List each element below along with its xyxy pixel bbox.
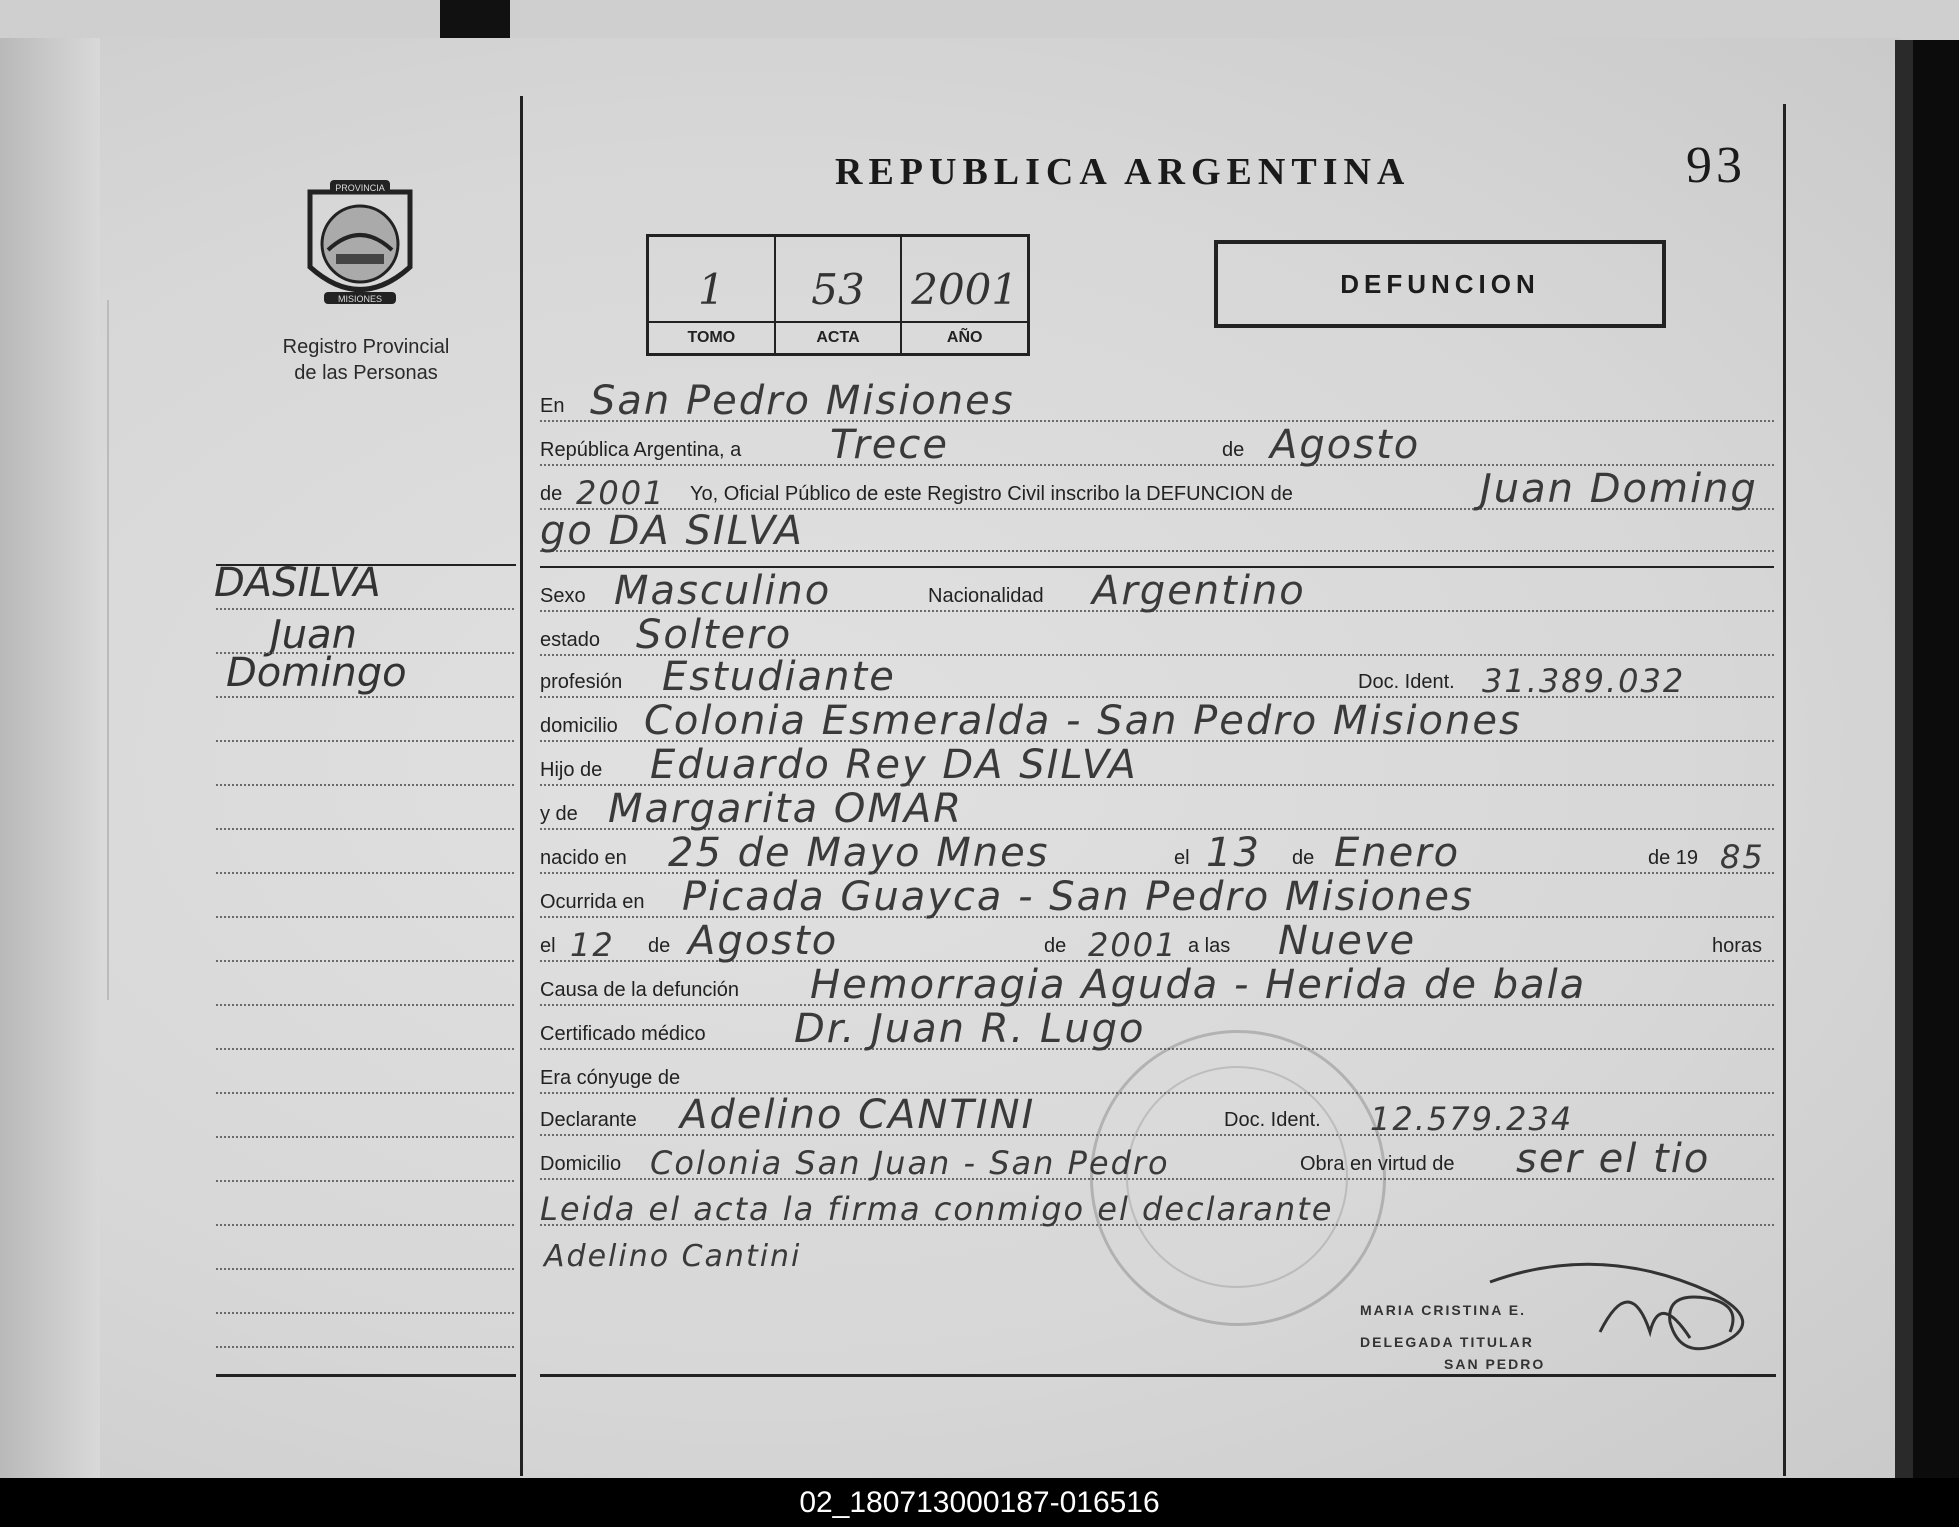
page-number: 93 bbox=[1686, 137, 1746, 194]
ano-label: AÑO bbox=[902, 321, 1027, 353]
causa-label: Causa de la defunción bbox=[540, 979, 740, 1001]
row-certificado bbox=[540, 1006, 1774, 1054]
margin-dotline bbox=[216, 1224, 514, 1226]
deceased-name: Juan Doming bbox=[1480, 466, 1758, 512]
row-hijo-de bbox=[540, 742, 1774, 790]
nacido-label: nacido en bbox=[540, 847, 627, 869]
horas-label: horas bbox=[1712, 935, 1763, 957]
row-domicilio bbox=[540, 698, 1774, 746]
nacionalidad-label: Nacionalidad bbox=[928, 585, 1044, 607]
sexo-value: Masculino bbox=[614, 568, 832, 614]
acta-cell bbox=[776, 237, 903, 353]
registry-line-2: de las Personas bbox=[294, 362, 438, 384]
form-bottom-rule bbox=[540, 1374, 1776, 1377]
record-type-box: DEFUNCION bbox=[1214, 240, 1666, 328]
estado-value: Soltero bbox=[636, 612, 793, 658]
row-sexo bbox=[540, 568, 1774, 616]
declarante-doc-label: Doc. Ident. bbox=[1224, 1109, 1321, 1131]
en-label: En bbox=[540, 395, 565, 417]
mother-name: Margarita OMAR bbox=[608, 786, 963, 832]
fecha-day: Trece bbox=[830, 422, 949, 468]
birth-year: 85 bbox=[1720, 838, 1765, 876]
domicilio-label: domicilio bbox=[540, 715, 618, 737]
ano-value: 2001 bbox=[911, 265, 1019, 314]
certificado-label: Certificado médico bbox=[540, 1023, 706, 1045]
death-de-label: de bbox=[648, 935, 671, 957]
row-profesion bbox=[540, 654, 1774, 702]
acta-label: ACTA bbox=[776, 321, 901, 353]
domicilio2-label: Domicilio bbox=[540, 1153, 622, 1175]
ano-cell bbox=[902, 237, 1027, 353]
death-year-label: de bbox=[1044, 935, 1067, 957]
book-spine bbox=[0, 38, 100, 1478]
en-value: San Pedro Misiones bbox=[590, 378, 1015, 424]
margin-dotline bbox=[216, 872, 514, 874]
province-seal-icon bbox=[296, 172, 424, 312]
doctor-name: Dr. Juan R. Lugo bbox=[794, 1006, 1146, 1052]
inscripcion-year: 2001 bbox=[576, 474, 666, 512]
birth-year-prefix: de 19 bbox=[1648, 847, 1699, 869]
obra-label: Obra en virtud de bbox=[1300, 1153, 1455, 1175]
deceased-name-cont: go DA SILVA bbox=[540, 508, 805, 554]
hijo-de-label: Hijo de bbox=[540, 759, 603, 781]
fecha-de-label: de bbox=[1222, 439, 1245, 461]
birth-month: Enero bbox=[1334, 830, 1461, 876]
sexo-label: Sexo bbox=[540, 585, 586, 607]
death-year: 2001 bbox=[1088, 926, 1178, 964]
tomo-cell bbox=[649, 237, 776, 353]
act-number-boxes bbox=[646, 234, 1030, 356]
fecha-label: República Argentina, a bbox=[540, 439, 742, 461]
declarant-name: Adelino CANTINI bbox=[680, 1092, 1036, 1138]
row-nacido bbox=[540, 830, 1774, 878]
margin-dotline bbox=[216, 1004, 514, 1006]
margin-dotline bbox=[216, 740, 514, 742]
a-las-label: a las bbox=[1188, 935, 1231, 957]
registry-name bbox=[236, 334, 496, 386]
declarante-label: Declarante bbox=[540, 1109, 637, 1131]
margin-dotline bbox=[216, 1268, 514, 1270]
birth-day: 13 bbox=[1206, 830, 1261, 876]
doc-ident-label: Doc. Ident. bbox=[1358, 671, 1455, 693]
margin-dotline bbox=[216, 1346, 514, 1348]
margin-dotline bbox=[216, 652, 514, 654]
fold-shadow bbox=[107, 300, 109, 1000]
reading-note: Leida el acta la firma conmigo el declarante bbox=[540, 1190, 1334, 1228]
declarant-address: Colonia San Juan - San Pedro bbox=[650, 1144, 1170, 1182]
domicilio-value: Colonia Esmeralda - San Pedro Misiones bbox=[644, 698, 1522, 744]
fecha-month: Agosto bbox=[1270, 422, 1421, 468]
page-edge bbox=[1895, 40, 1913, 1480]
death-place: Picada Guayca - San Pedro Misiones bbox=[682, 874, 1474, 920]
acta-value: 53 bbox=[811, 265, 865, 314]
death-el-label: el bbox=[540, 935, 556, 957]
margin-bottom-rule bbox=[216, 1374, 516, 1377]
margin-dotline bbox=[216, 828, 514, 830]
declarant-doc: 12.579.234 bbox=[1370, 1100, 1574, 1138]
y-de-label: y de bbox=[540, 803, 578, 825]
inscripcion-text: Yo, Oficial Público de este Registro Civil inscribo la DEFUNCION de bbox=[690, 483, 1293, 505]
row-inscripcion-cont bbox=[540, 508, 1774, 556]
margin-dotline bbox=[216, 1180, 514, 1182]
book-top-edge bbox=[0, 0, 1959, 40]
stamp-line-2: DELEGADA TITULAR bbox=[1360, 1334, 1534, 1350]
estado-label: estado bbox=[540, 629, 601, 651]
relationship: ser el tio bbox=[1516, 1136, 1711, 1182]
margin-given-2: Domingo bbox=[226, 650, 407, 696]
row-fecha-defuncion bbox=[540, 918, 1774, 966]
margin-dotline bbox=[216, 1136, 514, 1138]
column-divider-right bbox=[1783, 104, 1786, 1476]
nacionalidad-value: Argentino bbox=[1092, 568, 1306, 614]
margin-dotline bbox=[216, 608, 514, 610]
registry-line-1: Registro Provincial bbox=[282, 336, 450, 358]
stamp-line-1: MARIA CRISTINA E. bbox=[1360, 1302, 1526, 1318]
stamp-line-3: SAN PEDRO bbox=[1444, 1356, 1546, 1372]
seal-bottom-text: MISIONES bbox=[337, 294, 383, 304]
seal-top-text: PROVINCIA bbox=[335, 183, 385, 193]
profesion-value: Estudiante bbox=[662, 654, 896, 700]
cause-of-death: Hemorragia Aguda - Herida de bala bbox=[810, 962, 1587, 1008]
margin-dotline bbox=[216, 1048, 514, 1050]
row-ocurrida bbox=[540, 874, 1774, 922]
official-round-stamp-inner bbox=[1126, 1066, 1348, 1288]
nacido-el-label: el bbox=[1174, 847, 1190, 869]
margin-dotline bbox=[216, 960, 514, 962]
column-divider-left bbox=[520, 96, 523, 1476]
margin-dotline bbox=[216, 1312, 514, 1314]
tomo-value: 1 bbox=[697, 265, 725, 314]
row-causa bbox=[540, 962, 1774, 1010]
profesion-label: profesión bbox=[540, 671, 623, 693]
death-hour: Nueve bbox=[1278, 918, 1417, 964]
father-name: Eduardo Rey DA SILVA bbox=[650, 742, 1138, 788]
tomo-label: TOMO bbox=[649, 321, 774, 353]
conyuge-label: Era cónyuge de bbox=[540, 1067, 681, 1089]
death-month: Agosto bbox=[688, 918, 839, 964]
margin-dotline bbox=[216, 916, 514, 918]
margin-given-1: Juan bbox=[270, 612, 358, 658]
margin-dotline bbox=[216, 784, 514, 786]
doc-ident-value: 31.389.032 bbox=[1482, 662, 1686, 700]
row-fecha bbox=[540, 422, 1774, 470]
declarant-signature: Adelino Cantini bbox=[544, 1239, 802, 1274]
inscripcion-de-label: de bbox=[540, 483, 563, 505]
country-header: REPUBLICA ARGENTINA bbox=[835, 151, 1411, 193]
scan-id-footer: 02_180713000187-016516 bbox=[0, 1478, 1959, 1527]
nacido-de-label: de bbox=[1292, 847, 1315, 869]
death-day: 12 bbox=[570, 926, 615, 964]
margin-surname: DASILVA bbox=[214, 560, 381, 606]
row-y-de bbox=[540, 786, 1774, 834]
margin-dotline bbox=[216, 1092, 514, 1094]
ocurrida-label: Ocurrida en bbox=[540, 891, 645, 913]
row-en bbox=[540, 378, 1774, 426]
birthplace: 25 de Mayo Mnes bbox=[668, 830, 1050, 876]
margin-dotline bbox=[216, 696, 514, 698]
